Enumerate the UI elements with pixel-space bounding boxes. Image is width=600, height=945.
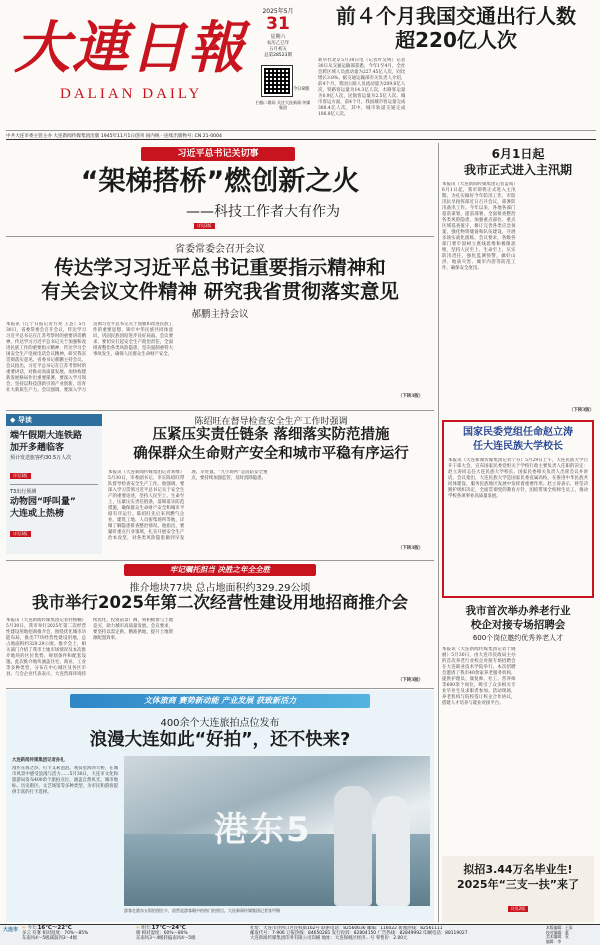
divider	[6, 688, 434, 689]
land-kicker: 推介地块77块 总占地面积约329.29公顷	[129, 583, 311, 594]
address-line-1: 社址：大连市沙河口区民权街162号 联系电话：82560636 邮编：116022 新闻热线：82561111	[250, 926, 443, 931]
edition-count: 今日8版	[293, 87, 310, 92]
guide-item-2-title-2: 大连或上热榜	[10, 509, 65, 519]
feature-headline: “架梯搭桥”燃创新之火	[80, 166, 360, 197]
guide-item-1[interactable]	[10, 430, 100, 481]
weather-today	[22, 926, 132, 941]
weekday: 星期六	[270, 34, 286, 40]
land-body: 本报讯（大连新闻传媒集团记者杜杨楠）5月30日，我市举行2025年第二次经营性建设用地招商推介会，围绕优化城市功能布局，推出77块经营性建设用地，总占地面积约329.29公顷。推介会上，相关部门介绍了我市土地市场情况及本次推介地块的区位优势、规划条件和配套设施。此次推介地块涵盖住宅、商业、工业等多种类型，分布在中心城区及各区市县。与会企业代表表示，大连营商环境持续优化，投资前景广阔，将积极参与土地竞买，助力城市高质量发展。会议要求，要坚持以需定供、精准供地，提升土地资源配置效率。	[6, 618, 173, 677]
masthead-logo-en: DALIAN DAILY	[60, 86, 203, 102]
guide-item-2-see: 详见3版	[10, 531, 31, 537]
qc-label: 编辑：李	[546, 938, 562, 944]
guide-item-1-sub: 预计发送旅客约30.5万人次	[10, 455, 72, 461]
publisher-line: 中共大连市委主管主办 大连新闻传媒集团出版 1945年11月1日创刊 国内统一连续出版物号: CN 21-0004	[6, 130, 596, 139]
masthead-logo: 大連日報	[14, 15, 246, 81]
top-story-headline-1: 前４个月我国交通出行人数	[336, 4, 576, 28]
mission-banner: 牢记嘱托担当 决胜之年全全胜	[124, 564, 316, 576]
fair-headline-2: 校企对接专场招聘会	[470, 619, 566, 631]
tourism-block	[6, 690, 434, 922]
tourism-headline: 浪漫大连如此“好拍”，还不快来?	[89, 730, 351, 750]
address-line-2: 邮发代号：7-906 订报热线：84650281 发行投诉：82804150 广告热线：82849992 印刷电话：88119027	[250, 931, 468, 936]
grads-see-wrap	[442, 895, 594, 914]
tomorrow-label: 明天:	[141, 926, 152, 931]
qr-code	[262, 66, 292, 96]
today-desc: 多云 有雾 相对湿度：70%～85%	[22, 931, 89, 936]
today-temp: 16℃～22℃	[37, 925, 72, 931]
person-silhouette	[334, 786, 372, 906]
date-day: 31	[266, 14, 290, 34]
fair-headline-1: 我市首次举办养老行业	[465, 605, 571, 617]
top-story-body: 新华社北京5月30日电（记者叶昊鸣）记者30日从交通运输部获悉，今年1至4月，全社会跨区域人员流动量为227.45亿人次，同比增长3.8%。据交通运输部有关负责人介绍，前4个月，我国公路人员流动量为209.6亿人次，铁路客运量为14.3亿人次，水路客运量为0.9亿人次，民航客运量为2.5亿人次。城市客运方面，前4个月，我国城市客运量完成388.4亿人次，其中，城市轨道交通完成106.8亿人次。	[318, 58, 406, 117]
guide-item-1-title-1: 端午假期大连铁路	[10, 431, 83, 441]
weather-city: 大连市	[3, 927, 19, 933]
tourism-kicker: 400余个大连旅拍点位发布	[160, 718, 280, 729]
tourism-body: 漫步在海之滨，打卡艾莉泡泡、观赏星海湾大桥，在城市风景中感受浪漫与活力……5月30日，大连市文化和旅游局发布400余个旅拍点位，涵盖自然风光、城市地标、历史街区、文艺场馆等多种类型，为市民和游客提供丰富的打卡选择。	[12, 766, 118, 795]
safety-continued: （下转3版）	[398, 546, 424, 551]
divider	[10, 484, 98, 485]
grads-headline-1: 拟招3.44万名毕业生!	[463, 863, 573, 876]
address-line-3: 大连新闻传媒集团印务有限公司印刷 地址：大连保税区经济…号 零售价：2.00元	[250, 936, 408, 941]
safety-headline-1: 压紧压实责任链条 落细落实防范措施	[152, 427, 390, 443]
lead-continued: （下转3版）	[398, 394, 424, 399]
sun-cloud-icon: ☀	[22, 926, 28, 931]
flood-block	[442, 146, 594, 416]
editor-label: 本版编辑：王雨	[546, 925, 573, 930]
appointment-headline-2: 任大连民族大学校长	[473, 441, 563, 452]
tourism-photo	[124, 756, 430, 906]
safety-block	[108, 414, 434, 554]
fair-body: 本报讯（大连新闻传媒集团记者于晓丽）5月30日，由大连市民政局主办的首次养老行业校企对接专场招聘会在大连职业技术学院举行。本次招聘会邀请了我市40余家养老服务机构，提供护理员、康复师、社工、营养师等600余个岗位，吸引了众多相关专业毕业生及求职者参加。活动现场，养老机构与院校签订校企合作协议，搭建人才培养与就业对接平台。	[442, 647, 516, 706]
checker-label: 校对编辑：董	[546, 929, 569, 935]
sun-icon: ☀	[136, 926, 142, 931]
safety-headline-2: 确保群众生命财产安全和城市平稳有序运行	[133, 446, 409, 462]
date-block	[252, 6, 304, 58]
grads-box	[442, 856, 594, 922]
land-headline: 我市举行2025年第二次经营性建设用地招商推介会	[32, 593, 408, 612]
guide-label-text: 导读	[17, 416, 32, 424]
feature-block	[6, 143, 434, 233]
lunar-day: 五月初五	[269, 47, 287, 52]
top-story-headline-2: 超220亿人次	[395, 28, 517, 52]
person-silhouette	[376, 796, 410, 906]
guide-item-1-title-2: 加开多趟临客	[10, 443, 65, 453]
flood-continued: （下转3版）	[568, 408, 594, 413]
lead-kicker: 省委常委会召开会议	[175, 244, 265, 255]
feature-see-page: 详见2版	[194, 223, 215, 229]
masthead	[0, 0, 600, 128]
guide-item-1-see: 详见3版	[10, 473, 31, 479]
tomorrow-temp: 17℃～24℃	[151, 925, 186, 931]
tourism-banner: 文体旅商 赛势新动能 产业发展 获致新活力	[70, 694, 370, 708]
photo-sign: 港东5	[214, 810, 312, 850]
grads-see-page: 详见2版	[508, 906, 529, 912]
column-divider	[438, 143, 439, 922]
footer	[0, 925, 600, 945]
today-wind: 东南风4～5级减弱到3～4级	[22, 936, 78, 941]
guide-item-2[interactable]	[10, 488, 100, 539]
land-block	[6, 564, 434, 684]
tomorrow-wind: 东南风3～4级转偏南风4～5级	[136, 936, 196, 941]
grads-headline-2: 2025年“三支一扶”来了	[456, 878, 580, 891]
divider	[6, 139, 596, 140]
lead-block	[6, 240, 434, 408]
land-continued: （下转3版）	[398, 678, 424, 683]
designer-label: 美术编辑：袁	[546, 934, 569, 939]
flood-body: 本报讯（大连新闻传媒集团记者孟成）6月1日起，我市即将正式进入主汛期。为扎实做好今年防汛工作，市防汛抗旱指挥部近日召开会议，部署防汛备汛工作。今年以来，各地各部门超前谋划、提前部署，全面排查整治各类风险隐患，加强重点部位、重点区域巡查值守，修订完善各类应急预案，强化物资储备和队伍建设，开展多场实战化演练。会议要求，各级各部门要牢固树立底线思维和极限思维，坚持人民至上、生命至上，压实防汛责任，强化监测预警，做好山洪、地质灾害、城市内涝等防范工作，确保安全度汛。	[442, 182, 516, 271]
tomorrow-desc: 晴 相对湿度：60%～80%	[136, 931, 188, 936]
lead-headline-2: 有关会议文件精神 研究我省贯彻落实意见	[41, 280, 399, 303]
date-year-month: 2025年5月	[262, 8, 294, 15]
today-label: 今天:	[27, 926, 38, 931]
lead-presider: 郝鹏主持会议	[191, 309, 249, 320]
tourism-photo-caption: 游客在港东五街拍照打卡，依然是游客眼中的热门拍照点。大连新闻传媒集团记者张甲摄	[124, 908, 280, 913]
appointment-body: 本报讯（大连新闻传媒集团记者宁芬）5月29日上午，大连民族大学召开干部大会，宣布国家民委党组关于学校行政主要负责人任职的决定：赵立涛同志任大连民族大学校长。国家民委相关负责人出席会议并讲话。会议指出，大连民族大学是国家民委直属高校，在推进中华民族共同体建设、服务民族地区发展中发挥着重要作用。赵立涛表示，将坚决拥护组织决定，全面贯彻党的教育方针，团结带领全校师生员工，推动学校各项事业高质量发展。	[448, 458, 588, 499]
tourism-byline: 大连新闻传媒集团记者孙礼	[12, 758, 65, 763]
weather-tomorrow	[136, 926, 246, 941]
guide-box	[6, 414, 102, 554]
divider	[6, 560, 434, 561]
appointment-box	[442, 420, 594, 598]
safety-kicker: 陈绍旺在督导检查安全生产工作时强调	[194, 417, 348, 427]
flood-headline-1: 6月1日起	[491, 147, 545, 161]
fair-block	[442, 604, 594, 852]
lunar-year: 农历乙巳年	[266, 41, 290, 46]
address-block	[250, 926, 542, 941]
guide-item-2-title-1: 动物园“呼叫量”	[10, 497, 76, 507]
guide-label	[6, 414, 102, 426]
fair-subhead: 600个岗位邀约优秀养老人才	[472, 634, 564, 642]
qr-caption: 扫描二维码 关注大连新闻 传媒集团	[255, 100, 311, 110]
staff-block	[546, 926, 598, 944]
flood-headline-2: 我市正式进入主汛期	[463, 163, 572, 177]
divider	[6, 236, 434, 237]
top-story	[318, 4, 594, 122]
guide-item-2-kicker: T3出行预测	[10, 489, 37, 495]
appointment-headline-1: 国家民委党组任命赵立涛	[463, 427, 573, 438]
issue-number: 总第28523期	[264, 53, 292, 58]
divider	[6, 410, 434, 411]
compass-icon: ◆	[10, 416, 18, 424]
lead-headline-1: 传达学习习近平总书记重要指示精神和	[54, 256, 386, 279]
lead-body: 本报讯（辽宁日报记者方亮 王荟）5月30日，省委常委会召开会议，传达学习习近平总书记在江苏考察时的重要讲话精神，传达学习习近平总书记关于加强和改进民族工作的重要指示精神，传达学习全国安全生产电视电话会议精神，研究我省贯彻落实意见。省委书记郝鹏主持会议。会议指出，习近平总书记在江苏考察时的重要讲话，对推动高质量发展、加快构建新发展格局作出重要部署，要深入学习领会，坚持以科技创新引领产业创新，培育壮大新质生产力。会议强调，要深入学习贯彻习近平总书记关于加强和改进民族工作的重要思想，铸牢中华民族共同体意识，巩固民族团结进步良好局面。会议要求，要切实扛起安全生产政治责任，全面排查整治各类风险隐患，坚决遏制重特大事故发生，确保人民群众生命财产安全。	[6, 322, 173, 393]
feature-subhead: ——科技工作者大有作为	[186, 204, 340, 220]
safety-body: 本报讯（大连新闻传媒集团记者刘维）5月30日，市委副书记、市长陈绍旺带队督导检查安全生产工作。他强调，要深入学习贯彻习近平总书记关于安全生产的重要论述，坚持人民至上、生命至上，压紧压实责任链条，落细落实防范措施，确保群众生命财产安全和城市平稳有序运行。陈绍旺先后来到燃气企业、建筑工地、人员密集场所等地，详细了解隐患排查整治情况。他指出，要紧盯重点行业领域，扎实开展安全生产治本攻坚，对各类风险隐患做到早发现、早处置。“九小场所”是消防安全重点，要持续加强监管，及时消除隐患。	[108, 470, 268, 541]
feature-banner: 习近平总书记关切事	[141, 147, 295, 161]
